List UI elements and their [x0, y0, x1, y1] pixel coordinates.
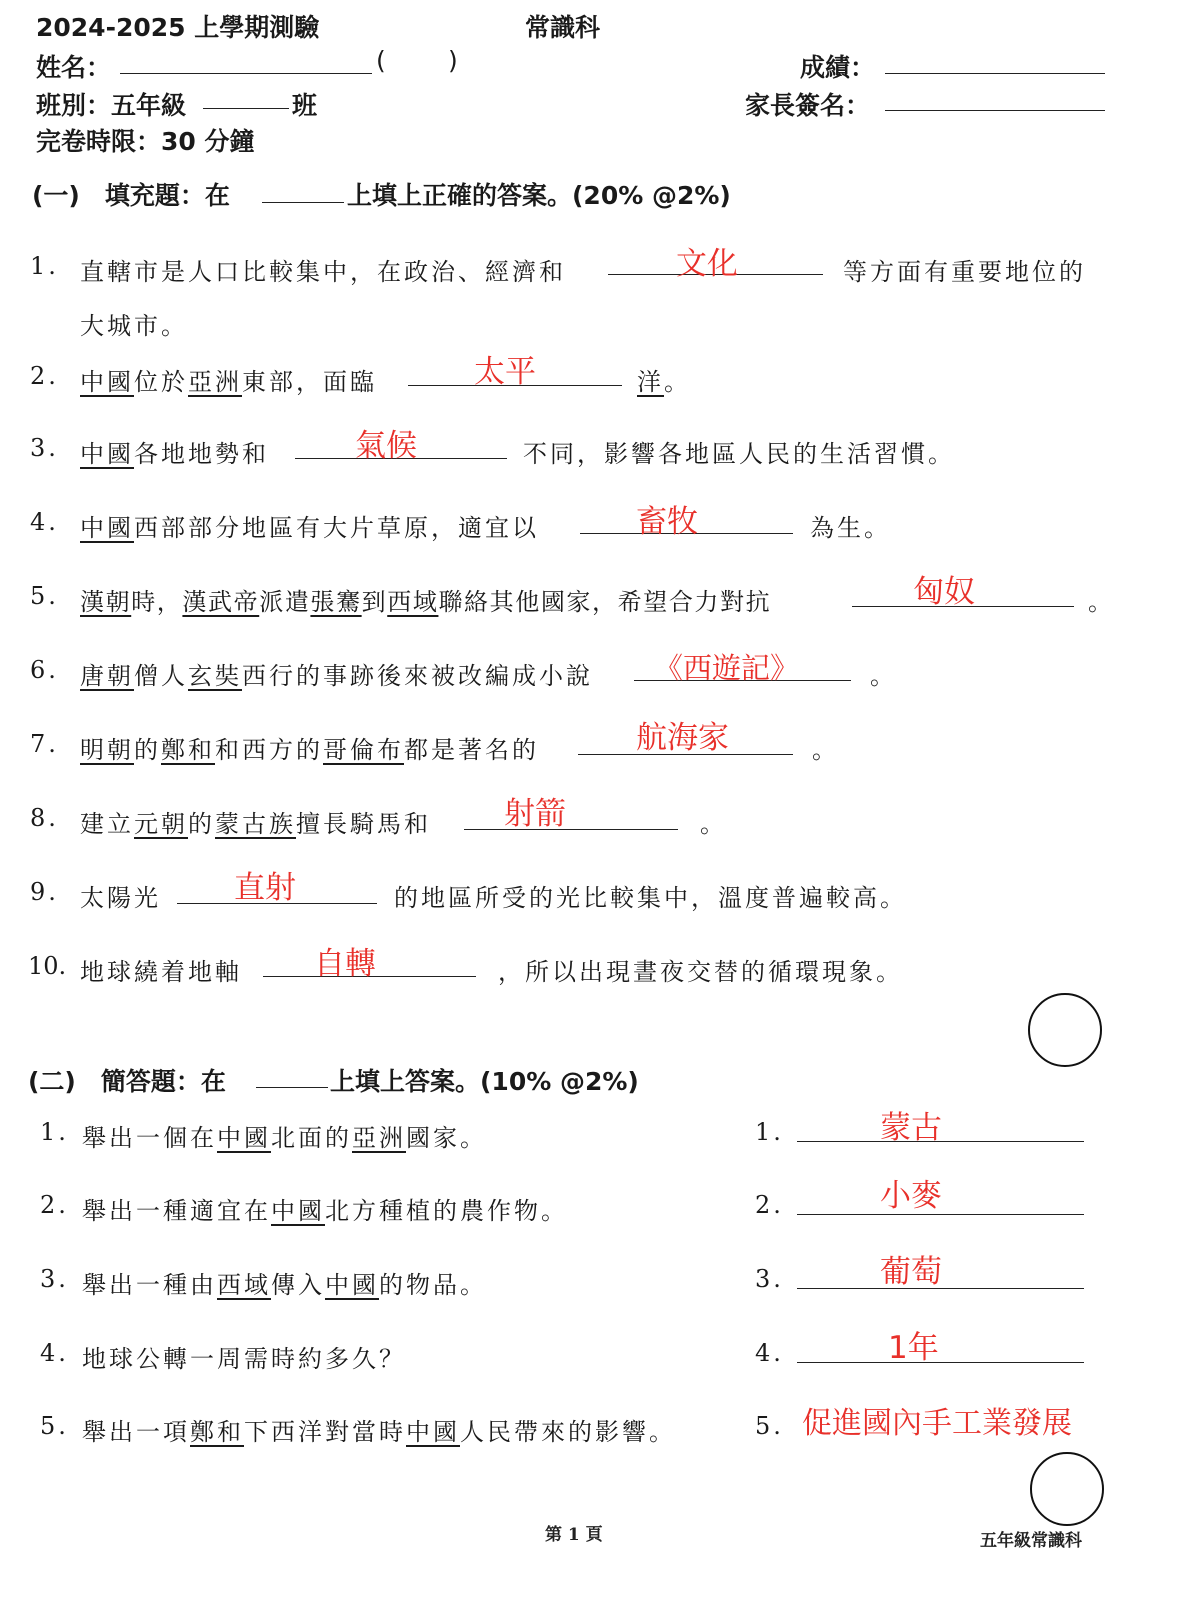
- section1-title-blank: [262, 202, 344, 203]
- handwritten-answer: 匈奴: [913, 574, 975, 610]
- question-number: 4.: [30, 508, 59, 536]
- section2-title-blank: [256, 1087, 328, 1088]
- question-text: 地球繞着地軸: [80, 958, 242, 986]
- question-number: 10.: [28, 952, 67, 980]
- handwritten-answer: 文化: [676, 246, 738, 282]
- proper-noun: 西域: [217, 1271, 271, 1299]
- handwritten-answer: 航海家: [636, 720, 729, 756]
- proper-noun: 中國: [406, 1418, 460, 1446]
- class-suffix: 班: [292, 91, 318, 120]
- question-text: 和西方的: [215, 736, 323, 764]
- answer-number: 1.: [755, 1118, 784, 1146]
- exam-title: 2024-2025 上學期測驗: [36, 13, 320, 42]
- question-text: 建立: [80, 810, 134, 838]
- proper-noun: 中國: [80, 368, 134, 396]
- question-number: 8.: [30, 804, 59, 832]
- question-number: 5.: [30, 582, 59, 610]
- proper-noun: 中國: [325, 1271, 379, 1299]
- handwritten-answer: 太平: [474, 354, 536, 390]
- handwritten-answer: 射箭: [504, 796, 566, 832]
- proper-noun: 張騫: [310, 588, 362, 616]
- proper-noun: 鄭和: [190, 1418, 244, 1446]
- question-text: 。: [664, 368, 691, 396]
- question-text-row: [80, 730, 539, 765]
- section1-title-suffix: 上填上正確的答案。(20% @2%): [347, 181, 731, 210]
- question-text: 各地地勢和: [134, 440, 269, 468]
- question-text: 到: [361, 588, 388, 616]
- question-text: ，所以出現晝夜交替的循環現象。: [498, 958, 903, 986]
- question-text: 等方面有重要地位的: [843, 258, 1086, 286]
- question-text: 。: [700, 810, 727, 838]
- question-number: 4.: [40, 1339, 69, 1367]
- question-text: 。: [1088, 588, 1115, 616]
- question-text-row: [82, 1118, 487, 1153]
- proper-noun: 唐朝: [80, 662, 134, 690]
- proper-noun: 中國: [80, 514, 134, 542]
- question-text: 國家。: [406, 1124, 487, 1152]
- question-text: 直轄市是人口比較集中，在政治、經濟和: [80, 258, 566, 286]
- question-text: 僧人: [134, 662, 188, 690]
- answer-blank[interactable]: [797, 1362, 1084, 1363]
- question-text: 傳入: [271, 1271, 325, 1299]
- question-text-row: [80, 804, 431, 839]
- question-text: 都是著名的: [404, 736, 539, 764]
- question-text: 的: [134, 736, 161, 764]
- class-field[interactable]: [203, 108, 289, 109]
- proper-noun: 漢武帝: [182, 588, 260, 616]
- question-number: 5.: [40, 1412, 69, 1440]
- name-label: 姓名：: [36, 53, 112, 82]
- section1-title-prefix: (一) 填充題：在: [32, 181, 230, 210]
- question-text: 的: [188, 810, 215, 838]
- proper-noun: 中國: [80, 440, 134, 468]
- question-text: 的地區所受的光比較集中，溫度普遍較高。: [394, 884, 907, 912]
- handwritten-answer: 直射: [234, 870, 296, 906]
- proper-noun: 哥倫布: [323, 736, 404, 764]
- question-text-row: [80, 362, 377, 397]
- question-text: 北方種植的農作物。: [325, 1197, 568, 1225]
- question-text-row: [80, 656, 593, 691]
- answer-blank[interactable]: [464, 829, 678, 830]
- section2-title-suffix: 上填上答案。(10% @2%): [330, 1067, 639, 1096]
- question-text: 西部部分地區有大片草原，適宜以: [134, 514, 539, 542]
- question-number: 9.: [30, 878, 59, 906]
- answer-number: 2.: [755, 1191, 784, 1219]
- question-text-row: [80, 508, 539, 543]
- proper-noun: 西域: [387, 588, 439, 616]
- handwritten-answer: 氣候: [355, 428, 417, 464]
- handwritten-answer: 蒙古: [880, 1110, 942, 1146]
- question-text: 舉出一個在: [82, 1124, 217, 1152]
- question-text: 。: [870, 662, 897, 690]
- question-text: 位於: [134, 368, 188, 396]
- question-text: 舉出一種適宜在: [82, 1197, 271, 1225]
- course-label: 五年級常識科: [980, 1531, 1082, 1551]
- proper-noun: 漢朝: [80, 588, 132, 616]
- question-text-row: [82, 1191, 568, 1226]
- question-text: 時，: [131, 588, 183, 616]
- proper-noun: 洋: [637, 368, 664, 396]
- question-text: 派遣: [259, 588, 311, 616]
- handwritten-answer: 自轉: [314, 946, 376, 982]
- question-text: 不同，影響各地區人民的生活習慣。: [523, 440, 955, 468]
- question-text: 太陽光: [80, 884, 161, 912]
- score-field[interactable]: [885, 73, 1105, 74]
- handwritten-answer: 小麥: [880, 1178, 942, 1214]
- question-text-row: [82, 1412, 676, 1447]
- question-number: 7.: [30, 730, 59, 758]
- question-text: 舉出一種由: [82, 1271, 217, 1299]
- handwritten-answer: 葡萄: [880, 1254, 942, 1290]
- parent-signature-field[interactable]: [885, 110, 1105, 111]
- proper-noun: 元朝: [134, 810, 188, 838]
- answer-number: 3.: [755, 1265, 784, 1293]
- question-number: 6.: [30, 656, 59, 684]
- question-text: 地球公轉一周需時約多久？: [82, 1345, 406, 1373]
- handwritten-answer: 《西遊記》: [654, 651, 800, 685]
- time-limit: 完卷時限：30 分鐘: [36, 127, 255, 156]
- proper-noun: 中國: [271, 1197, 325, 1225]
- page-number: 第 1 頁: [545, 1525, 603, 1545]
- proper-noun: 蒙古族: [215, 810, 296, 838]
- question-text: 東部，面臨: [242, 368, 377, 396]
- handwritten-answer: 畜牧: [636, 504, 698, 540]
- question-text: 下西洋對當時: [244, 1418, 406, 1446]
- answer-number: 5.: [755, 1412, 784, 1440]
- proper-noun: 明朝: [80, 736, 134, 764]
- section2-title-prefix: (二) 簡答題：在: [28, 1067, 226, 1096]
- question-number: 3.: [40, 1265, 69, 1293]
- question-text: 為生。: [810, 514, 891, 542]
- question-text-row: [82, 1265, 487, 1300]
- handwritten-answer: 1年: [888, 1330, 939, 1366]
- proper-noun: 玄奘: [188, 662, 242, 690]
- question-text-continued: 大城市。: [80, 312, 188, 340]
- name-paren-open: (: [376, 46, 386, 75]
- question-number: 2.: [30, 362, 59, 390]
- question-text: 北面的: [271, 1124, 352, 1152]
- proper-noun: 中國: [217, 1124, 271, 1152]
- question-text: 舉出一項: [82, 1418, 190, 1446]
- name-field[interactable]: [120, 73, 372, 74]
- score-circle-section2: [1030, 1452, 1104, 1526]
- question-text: 的物品。: [379, 1271, 487, 1299]
- score-label: 成績：: [800, 53, 876, 82]
- question-number: 2.: [40, 1191, 69, 1219]
- proper-noun: 亞洲: [188, 368, 242, 396]
- subject-title: 常識科: [525, 13, 601, 42]
- proper-noun: 亞洲: [352, 1124, 406, 1152]
- question-text-row: [637, 362, 691, 397]
- question-text: 聯絡其他國家，希望合力對抗: [438, 588, 772, 616]
- question-text: 人民帶來的影響。: [460, 1418, 676, 1446]
- question-number: 1.: [30, 252, 59, 280]
- question-text-row: [80, 434, 269, 469]
- name-paren-close: ): [448, 46, 458, 75]
- class-label: 班別：五年級: [36, 91, 187, 120]
- question-number: 1.: [40, 1118, 69, 1146]
- question-text: 西行的事跡後來被改編成小說: [242, 662, 593, 690]
- question-text-row: [80, 582, 771, 617]
- question-text: 擅長騎馬和: [296, 810, 431, 838]
- proper-noun: 鄭和: [161, 736, 215, 764]
- answer-number: 4.: [755, 1339, 784, 1367]
- question-text: 。: [812, 736, 839, 764]
- question-number: 3.: [30, 434, 59, 462]
- handwritten-answer: 促進國內手工業發展: [802, 1406, 1072, 1441]
- parent-signature-label: 家長簽名：: [745, 91, 871, 120]
- score-circle-section1: [1028, 993, 1102, 1067]
